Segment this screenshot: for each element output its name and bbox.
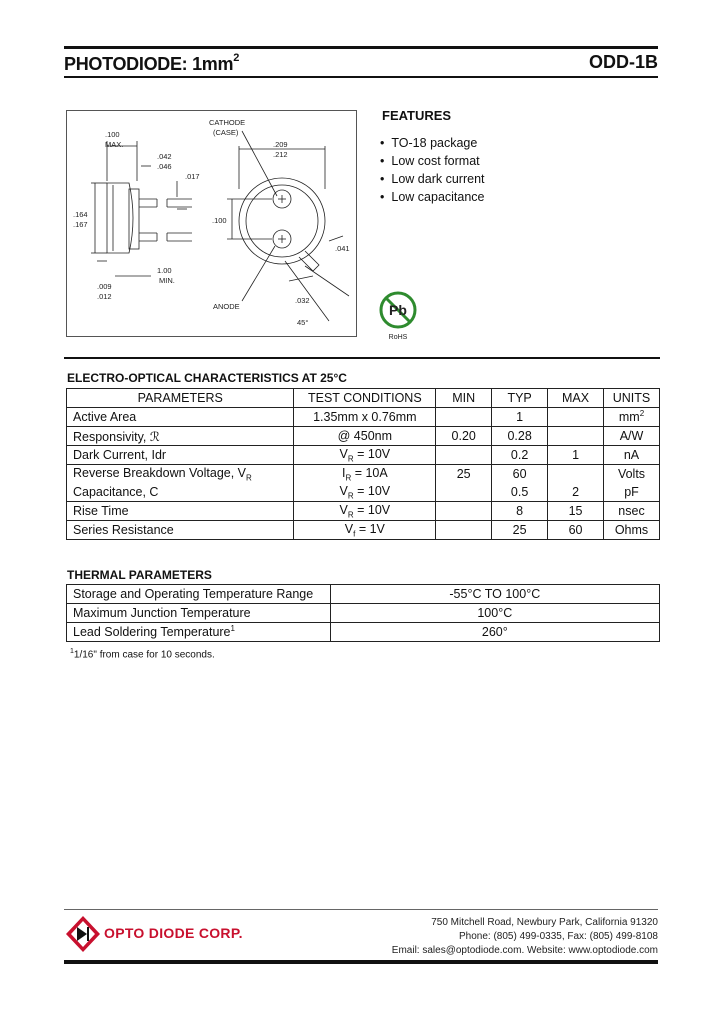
header-rule: [64, 76, 658, 78]
address-line: 750 Mitchell Road, Newbury Park, California 91320: [431, 917, 658, 928]
cond-cell: @ 450nm: [294, 427, 436, 446]
typ-cell: 8: [492, 502, 548, 521]
dim-label: .017: [185, 172, 200, 181]
min-cell: [436, 502, 492, 521]
param-cell: Maximum Junction Temperature: [67, 604, 331, 623]
table-header: MAX: [548, 389, 604, 408]
unit-cell: A/W: [604, 427, 660, 446]
table-row: [67, 427, 660, 446]
page-title: PHOTODIODE: $1mm^2$: [64, 52, 240, 74]
param-cell: Series Resistance: [67, 521, 294, 540]
dim-label: .209: [273, 140, 288, 149]
param-cell: Storage and Operating Temperature Range: [67, 585, 331, 604]
dim-label: .100: [105, 130, 120, 139]
typ-cell: 60: [492, 465, 548, 484]
cond-cell: $V_R = 10V$: [294, 483, 436, 502]
table-row: [67, 521, 660, 540]
table-header: PARAMETERS: [67, 389, 294, 408]
unit-cell: nsec: [604, 502, 660, 521]
footnote: $^1$1/16" from case for 10 seconds.: [70, 648, 215, 661]
company-logo-icon: [64, 914, 102, 954]
param-cell: Responsivity, ℛ: [67, 427, 294, 446]
min-cell: 0.20: [436, 427, 492, 446]
unit-cell: nA: [604, 446, 660, 465]
dim-label: .212: [273, 150, 288, 159]
table-header: TYP: [492, 389, 548, 408]
eo-heading: ELECTRO-OPTICAL CHARACTERISTICS AT 25°C: [67, 371, 347, 385]
min-cell: [436, 408, 492, 427]
dim-label: .009: [97, 282, 112, 291]
eo-table: [66, 388, 660, 540]
rohs-label: RoHS: [388, 334, 408, 341]
dim-label: .046: [157, 162, 172, 171]
cond-cell: $V_f = 1V$: [294, 521, 436, 540]
cond-cell: $I_R = 10A$: [294, 465, 436, 484]
table-row: [67, 446, 660, 465]
dim-label: .041: [335, 244, 350, 253]
value-cell: -55°C TO 100°C: [330, 585, 659, 604]
company-name: OPTO DIODE CORP.: [104, 925, 243, 941]
unit-cell: $mm^2$: [604, 408, 660, 427]
param-cell: Reverse Breakdown Voltage, $V_R$: [67, 465, 294, 484]
unit-cell: Volts: [604, 465, 660, 484]
min-cell: [436, 521, 492, 540]
list-item: • Low dark current: [380, 170, 485, 188]
dim-label: MIN.: [159, 276, 175, 285]
web-line: Email: sales@optodiode.com. Website: www.optodiode.com: [391, 945, 658, 956]
thermal-table: [66, 584, 660, 642]
footer-rule-thin: [64, 909, 658, 910]
table-row: [67, 623, 660, 642]
list-item: • Low cost format: [380, 152, 485, 170]
list-item: • TO-18 package: [380, 134, 485, 152]
side-view: [91, 141, 192, 276]
unit-cell: pF: [604, 483, 660, 502]
table-row: [67, 604, 660, 623]
typ-cell: 0.2: [492, 446, 548, 465]
typ-cell: 0.28: [492, 427, 548, 446]
dim-label: .032: [295, 296, 310, 305]
param-cell: Lead Soldering Temperature$^1$: [67, 623, 331, 642]
value-cell: 260°: [330, 623, 659, 642]
cathode-label: CATHODE: [209, 118, 246, 127]
dim-label: .100: [212, 216, 227, 225]
list-item: • Low capacitance: [380, 188, 485, 206]
param-cell: Capacitance, C: [67, 483, 294, 502]
max-cell: [548, 465, 604, 484]
min-cell: [436, 483, 492, 502]
mechanical-drawing: [66, 110, 357, 337]
max-cell: [548, 408, 604, 427]
anode-label: ANODE: [213, 302, 240, 311]
angle-label: 45°: [297, 318, 309, 327]
param-cell: Dark Current, Idr: [67, 446, 294, 465]
typ-cell: 25: [492, 521, 548, 540]
dim-label: MAX.: [105, 140, 124, 149]
table-header: TEST CONDITIONS: [294, 389, 436, 408]
phone-line: Phone: (805) 499-0335, Fax: (805) 499-8108: [458, 931, 658, 942]
front-view: [227, 131, 349, 321]
table-row: [67, 465, 660, 484]
value-cell: 100°C: [330, 604, 659, 623]
typ-cell: 1: [492, 408, 548, 427]
table-row: [67, 585, 660, 604]
param-cell: Active Area: [67, 408, 294, 427]
features-heading: FEATURES: [382, 108, 452, 123]
max-cell: 15: [548, 502, 604, 521]
rohs-badge: [378, 290, 420, 342]
cond-cell: 1.35mm x 0.76mm: [294, 408, 436, 427]
features-list: [380, 134, 485, 206]
max-cell: [548, 427, 604, 446]
dim-label: .042: [157, 152, 172, 161]
table-row: [67, 483, 660, 502]
table-header: UNITS: [604, 389, 660, 408]
company-address: [392, 916, 658, 958]
footer-rule-thick: [64, 960, 658, 964]
max-cell: 60: [548, 521, 604, 540]
min-cell: 25: [436, 465, 492, 484]
max-cell: 1: [548, 446, 604, 465]
cond-cell: $V_R = 10V$: [294, 502, 436, 521]
thermal-heading: THERMAL PARAMETERS: [67, 568, 212, 582]
cond-cell: $V_R = 10V$: [294, 446, 436, 465]
table-row: [67, 408, 660, 427]
table-header: MIN: [436, 389, 492, 408]
table-row: [67, 502, 660, 521]
param-cell: Rise Time: [67, 502, 294, 521]
package-outline-drawing: [67, 111, 356, 336]
part-number: ODD-1B: [588, 52, 658, 72]
top-rule: [64, 46, 658, 49]
pb-text: Pb: [389, 302, 407, 318]
case-label: (CASE): [213, 128, 239, 137]
unit-cell: Ohms: [604, 521, 660, 540]
dim-label: .167: [73, 220, 88, 229]
dim-label: .012: [97, 292, 112, 301]
min-cell: [436, 446, 492, 465]
table-header-row: [67, 389, 660, 408]
typ-cell: 0.5: [492, 483, 548, 502]
max-cell: 2: [548, 483, 604, 502]
dim-label: 1.00: [157, 266, 172, 275]
dim-label: .164: [73, 210, 88, 219]
section-rule: [64, 357, 660, 359]
